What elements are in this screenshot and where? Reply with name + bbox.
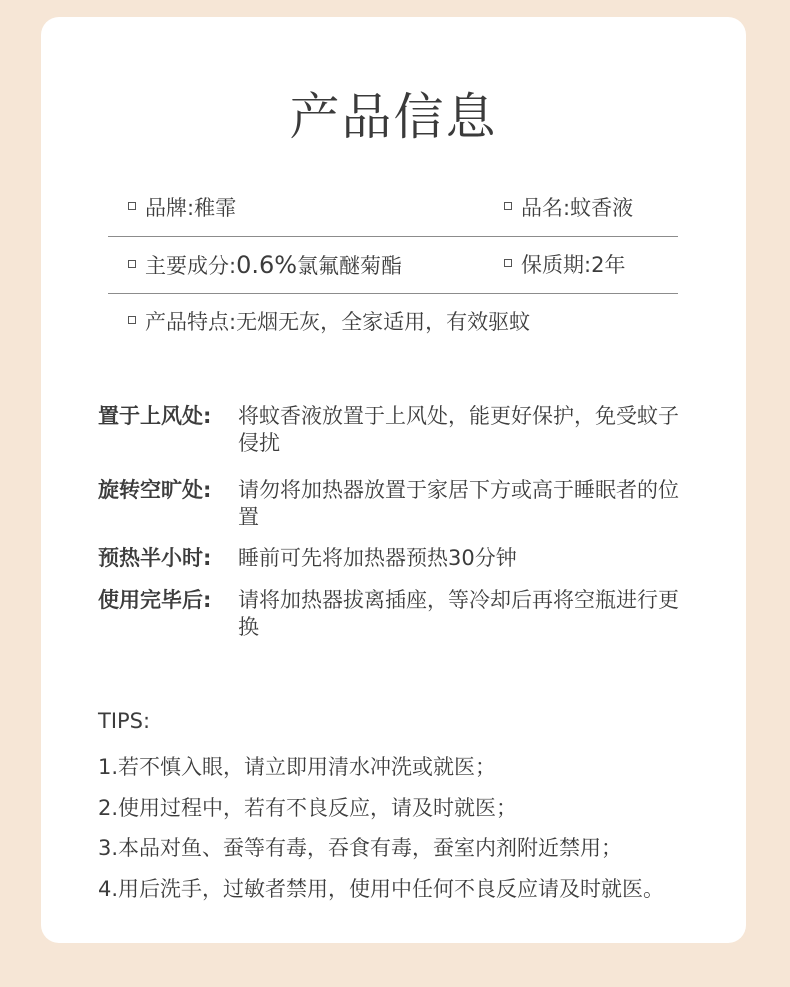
- bullet-icon: [128, 202, 136, 210]
- name-value: 蚊香液: [570, 196, 634, 220]
- info-row-feature: [108, 294, 678, 350]
- name-cell: [504, 180, 633, 236]
- tip-item: 1.若不慎入眼，请立即用清水冲洗或就医；: [98, 755, 497, 779]
- product-info-card: [41, 17, 746, 943]
- usage-text: 请将加热器拔离插座，等冷却后再将空瓶进行更换: [238, 588, 679, 639]
- shelf-life-cell: [504, 237, 625, 293]
- ingredient-label: 主要成分:: [145, 254, 237, 278]
- brand-cell: [128, 180, 236, 236]
- usage-label: 使用完毕后:: [98, 588, 212, 612]
- tip-item: 3.本品对鱼、蚕等有毒，吞食有毒，蚕室内剂附近禁用；: [98, 836, 623, 860]
- info-row-ingredient: [108, 237, 678, 294]
- usage-label: 旋转空旷处:: [98, 478, 212, 502]
- feature-label: 产品特点:: [145, 310, 237, 334]
- usage-text: 将蚊香液放置于上风处，能更好保护，免受蚊子侵扰: [238, 404, 679, 455]
- usage-label: 预热半小时:: [98, 546, 212, 570]
- tips-title: TIPS:: [98, 709, 151, 733]
- info-row-brand: [108, 180, 678, 237]
- usage-label: 置于上风处:: [98, 404, 212, 428]
- brand-label: 品牌:: [145, 196, 195, 220]
- ingredient-cell: [128, 237, 402, 293]
- feature-cell: [128, 294, 530, 350]
- page-title: 产品信息: [289, 88, 498, 146]
- bullet-icon: [128, 260, 136, 268]
- tip-item: 4.用后洗手，过敏者禁用，使用中任何不良反应请及时就医。: [98, 877, 665, 901]
- shelf-life-value: 2年: [591, 253, 626, 277]
- bullet-icon: [128, 316, 136, 324]
- shelf-life-label: 保质期:: [521, 253, 592, 277]
- usage-text: 睡前可先将加热器预热30分钟: [238, 546, 517, 570]
- brand-value: 稚霏: [194, 196, 237, 220]
- ingredient-percent: 0.6%: [236, 251, 298, 279]
- name-label: 品名:: [521, 196, 571, 220]
- ingredient-name: 氯氟醚菊酯: [297, 254, 403, 278]
- bullet-icon: [504, 202, 512, 210]
- feature-value: 无烟无灰，全家适用，有效驱蚊: [236, 310, 531, 334]
- bullet-icon: [504, 259, 512, 267]
- tip-item: 2.使用过程中，若有不良反应，请及时就医；: [98, 796, 518, 820]
- usage-text: 请勿将加热器放置于家居下方或高于睡眠者的位置: [238, 478, 679, 529]
